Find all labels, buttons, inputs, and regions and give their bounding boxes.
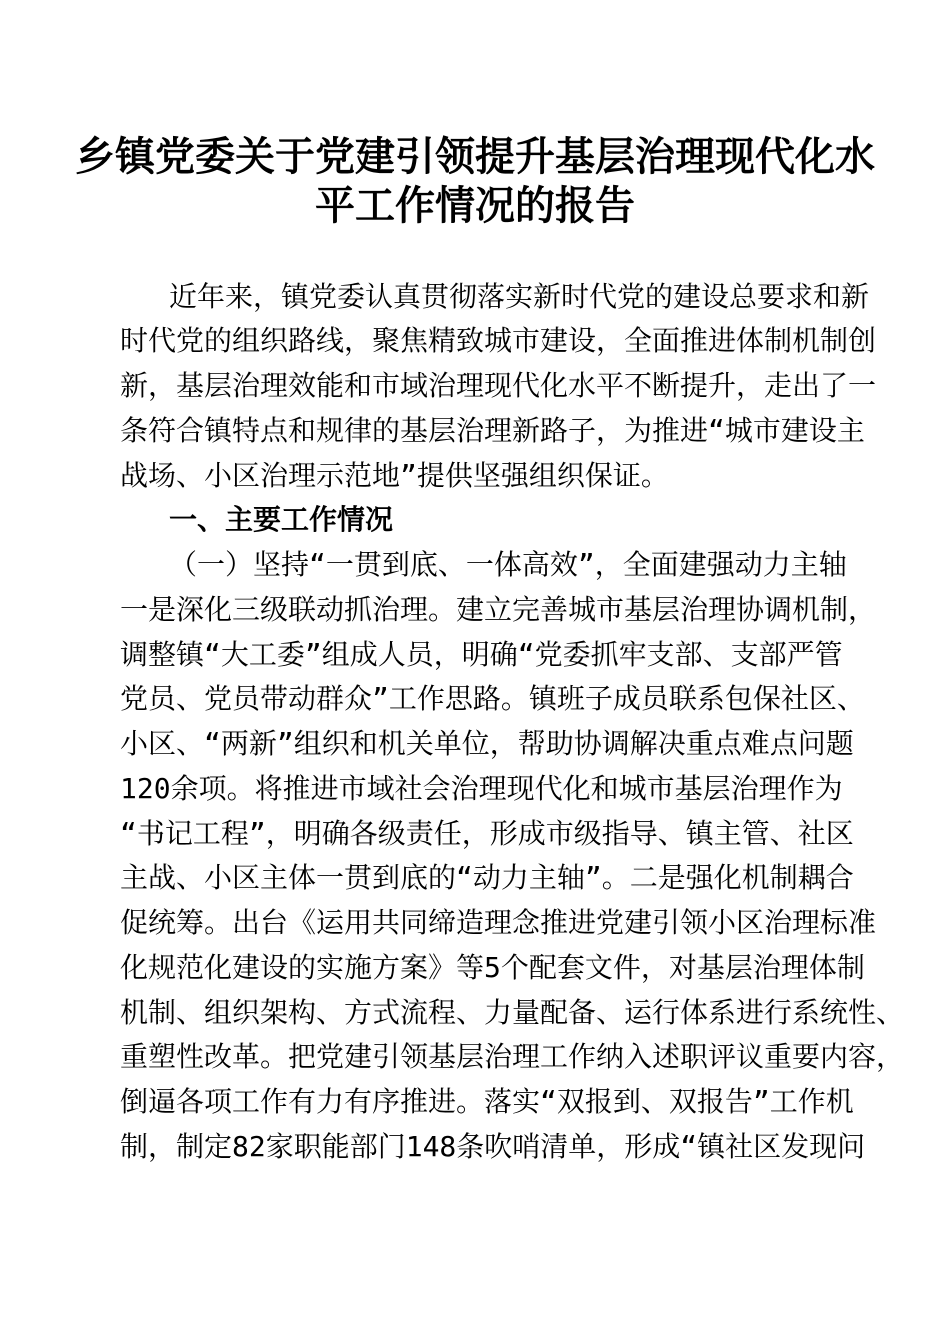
body-line: “书记工程”，明确各级责任，形成市级指导、镇主管、社区	[120, 817, 854, 850]
body-line: 近年来，镇党委认真贯彻落实新时代党的建设总要求和新	[169, 280, 870, 313]
document-title-line-1: 乡镇党委关于党建引领提升基层治理现代化水	[75, 133, 875, 180]
body-line: 重塑性改革。把党建引领基层治理工作纳入述职评议重要内容，	[120, 1040, 905, 1073]
body-line: 党员、党员带动群众”工作思路。镇班子成员联系包保社区、	[120, 682, 865, 715]
section-heading: 一、主要工作情况	[169, 503, 394, 536]
body-line: 制，制定82家职能部门148条吹哨清单，形成“镇社区发现问	[120, 1130, 866, 1163]
body-line: 新，基层治理效能和市域治理现代化水平不断提升，走出了一	[120, 369, 877, 402]
body-line: 促统筹。出台《运用共同缔造理念推进党建引领小区治理标准	[120, 906, 877, 939]
body-line: 120余项。将推进市域社会治理现代化和城市基层治理作为	[120, 772, 843, 805]
body-line: 条符合镇特点和规律的基层治理新路子，为推进“城市建设主	[120, 414, 865, 447]
body-line: 小区、“两新”组织和机关单位，帮助协调解决重点难点问题	[120, 727, 854, 760]
body-line: 战场、小区治理示范地”提供坚强组织保证。	[120, 459, 669, 492]
body-line: 主战、小区主体一贯到底的“动力主轴”。二是强化机制耦合	[120, 861, 854, 894]
body-line: 一是深化三级联动抓治理。建立完善城市基层治理协调机制，	[120, 593, 877, 626]
body-line: 机制、组织架构、方式流程、力量配备、运行体系进行系统性、	[120, 996, 905, 1029]
subsection-heading: （一）坚持“一贯到底、一体高效”，全面建强动力主轴	[169, 548, 847, 581]
body-line: 化规范化建设的实施方案》等5个配套文件，对基层治理体制	[120, 951, 865, 984]
document-title-line-2: 平工作情况的报告	[315, 182, 635, 229]
body-line: 时代党的组织路线，聚焦精致城市建设，全面推进体制机制创	[120, 324, 877, 357]
body-line: 倒逼各项工作有力有序推进。落实“双报到、双报告”工作机	[120, 1085, 854, 1118]
body-line: 调整镇“大工委”组成人员，明确“党委抓牢支部、支部严管	[120, 638, 843, 671]
